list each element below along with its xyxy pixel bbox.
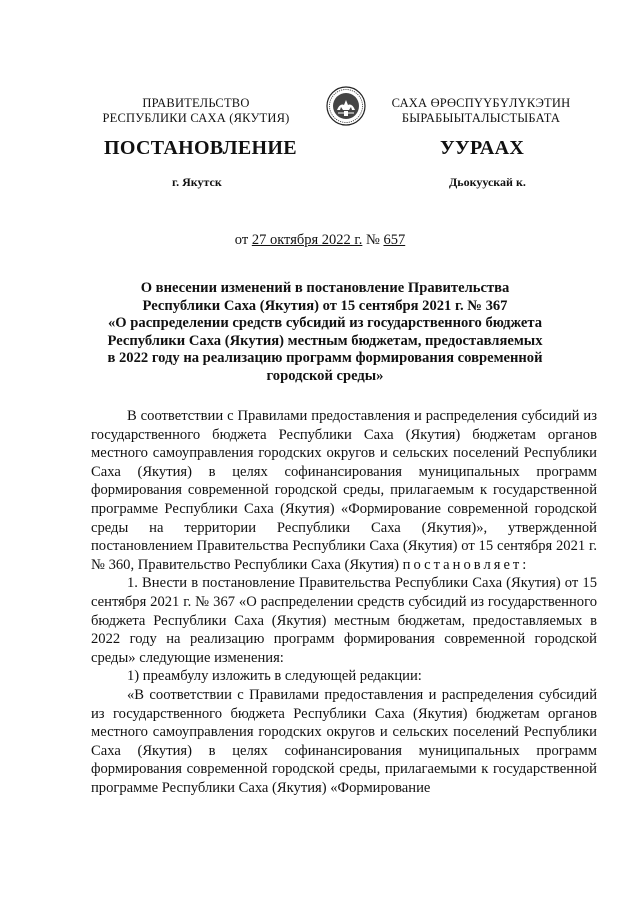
paragraph-preamble	[91, 407, 597, 574]
title-line: городской среды»	[266, 367, 384, 384]
decree-word: постановляет:	[402, 556, 530, 573]
title-line: Республики Саха (Якутия) от 15 сентября 2021 г. № 367	[142, 297, 508, 314]
document-number: 657	[383, 232, 406, 248]
coat-of-arms-emblem-icon	[326, 86, 366, 126]
city-sakha: Дьокуускай к.	[449, 175, 526, 189]
document-title	[96, 280, 554, 386]
doc-type-russian: ПОСТАНОВЛЕНИЕ	[104, 137, 297, 159]
paragraph-item-1: 1. Внести в постановление Правительства Республики Саха (Якутия) от 15 сентября 2021 г. № 367 «О распределении средств субсидий из государственного бюджета Республики Саха (Якутия) местным бюджетам, предоставляемых в 2022 году на реализацию программ формирования современной городской среды» следующие изменения:	[91, 575, 597, 666]
number-sign: №	[365, 232, 380, 248]
header-left-authority	[86, 96, 306, 126]
date-number-line	[0, 232, 640, 249]
header-right-authority	[366, 96, 596, 126]
header-right-line2: БЫРАБЫЫТАЛЫСТЫБАТА	[401, 111, 561, 125]
document-date: 27 октября 2022 г.	[251, 232, 363, 248]
header-left-line2: РЕСПУБЛИКИ САХА (ЯКУТИЯ)	[102, 111, 290, 125]
title-line: «О распределении средств субсидий из государственного бюджета	[107, 315, 543, 332]
title-line: в 2022 году на реализацию программ формирования современной	[107, 350, 543, 367]
title-line: О внесении изменений в постановление Правительства	[140, 280, 510, 296]
preamble-text: В соответствии с Правилами предоставления и распределения субсидий из государственного бюджета Республики Саха (Якутия) бюджетам органов местного самоуправления городских округов и сельских поселений Республики Саха (Якутия) в целях софинансирования муниципальных программ формирования современной городской среды, прилагаемым к государственной программе Республики Саха (Якутия) «Формирование современной городской среды на территории Республики Саха (Якутия)», утвержденной постановлением Правительства Республики Саха (Якутия) от 15 сентября 2021 г. № 360, Правительство Республики Саха (Якутия)	[91, 408, 597, 573]
paragraph-subitem-1: 1) преамбулу изложить в следующей редакции:	[127, 668, 422, 685]
doc-type-sakha: УУРААХ	[440, 137, 525, 159]
header-right-line1: САХА ӨРӨСПҮҮБҮЛҮКЭТИН	[391, 96, 571, 110]
paragraph-new-preamble: «В соответствии с Правилами предоставления и распределения субсидий из государственного бюджета Республики Саха (Якутия) бюджетам органов местного самоуправления городских округов и сельских поселений Республики Саха (Якутия) в целях софинансирования муниципальных программ формирования современной городской среды, прилагаемыми к государственной программе Республики Саха (Якутия) «Формирование	[91, 686, 597, 796]
header-left-line1: ПРАВИТЕЛЬСТВО	[142, 96, 250, 110]
date-prefix: от	[234, 232, 249, 248]
document-body	[91, 407, 597, 797]
title-line: Республики Саха (Якутия) местным бюджетам, предоставляемых	[107, 332, 543, 349]
city-russian: г. Якутск	[172, 175, 222, 189]
